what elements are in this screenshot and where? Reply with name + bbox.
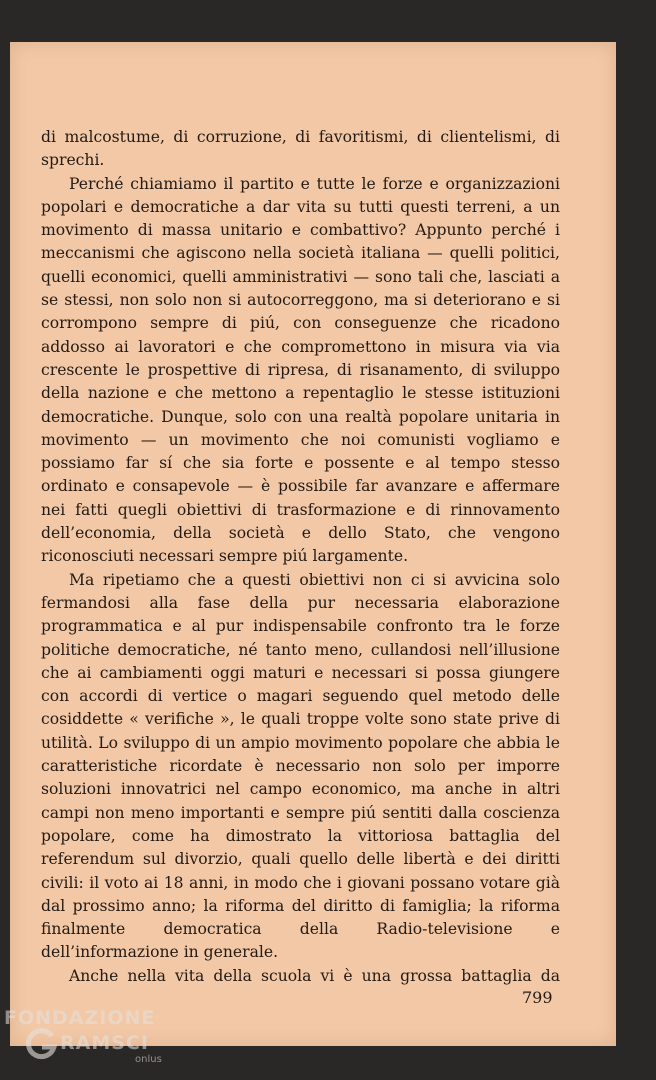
body-text [41, 126, 560, 988]
paragraph-3: Ma ripetiamo che a questi obiettivi non ci si avvicina solo fermandosi alla fase della pur necessaria elaborazione programmatica e al pur indispensabile confronto tra le forze politiche democratiche, né tanto meno, cullandosi nell’illusione che ai cambiamenti oggi maturi e necessari si possa giungere con accordi di vertice o magari seguendo quel metodo delle cosiddette « verifiche », le quali troppe volte sono state prive di utilità. Lo sviluppo di un ampio movimento popolare che abbia le caratteristiche ricordate è necessario non solo per imporre soluzioni innovatrici nel campo economico, ma anche in altri campi non meno importanti e sempre piú sentiti dalla coscienza popolare, come ha dimostrato la vittoriosa battaglia del referendum sul divorzio, quali quello delle libertà e dei diritti civili: il voto ai 18 anni, in modo che i giovani possano votare già dal prossimo anno; la riforma del diritto di famiglia; la riforma finalmente democratica della Radio-televisione e dell’informazione in generale. [41, 570, 560, 962]
watermark-line-1: FONDAZIONE [4, 1007, 156, 1029]
book-page [10, 42, 616, 1046]
watermark-line-2: RAMSCI [60, 1032, 149, 1054]
fondazione-gramsci-watermark [2, 1007, 202, 1077]
paragraph-2: Perché chiamiamo il partito e tutte le forze e organizzazioni popolari e democratiche a dar vita su tutti questi terreni, a un movimento di massa unitario e combattivo? Appunto perché i meccanismi che agiscono nella società italiana — quelli politici, quelli economici, quelli amministrativi — sono tali che, lasciati a se stessi, non solo non si autocorreggono, ma si deteriorano e si corrompono sempre di piú, con conseguenze che ricadono addosso ai lavoratori e che compromettono in misura via via crescente le prospettive di ripresa, di risanamento, di sviluppo della nazione e che mettono a repentaglio le stesse istituzioni democratiche. Dunque, solo con una realtà popolare unitaria in movimento — un movimento che noi comunisti vogliamo e possiamo far sí che sia forte e possente e al tempo stesso ordinato e consapevole — è possibile far avanzare e affermare nei fatti quegli obiettivi di trasformazione e di rinnovamento dell’economia, della società e dello Stato, che vengono riconosciuti necessari sempre piú largamente. [41, 174, 560, 566]
watermark-suffix: onlus [135, 1054, 162, 1065]
page-number: 799 [522, 988, 553, 1007]
paragraph-4: Anche nella vita della scuola vi è una grossa battaglia da [69, 966, 560, 985]
g-logo-icon [24, 1027, 58, 1061]
paragraph-1: di malcostume, di corruzione, di favoritismi, di clientelismi, di sprechi. [41, 128, 560, 170]
